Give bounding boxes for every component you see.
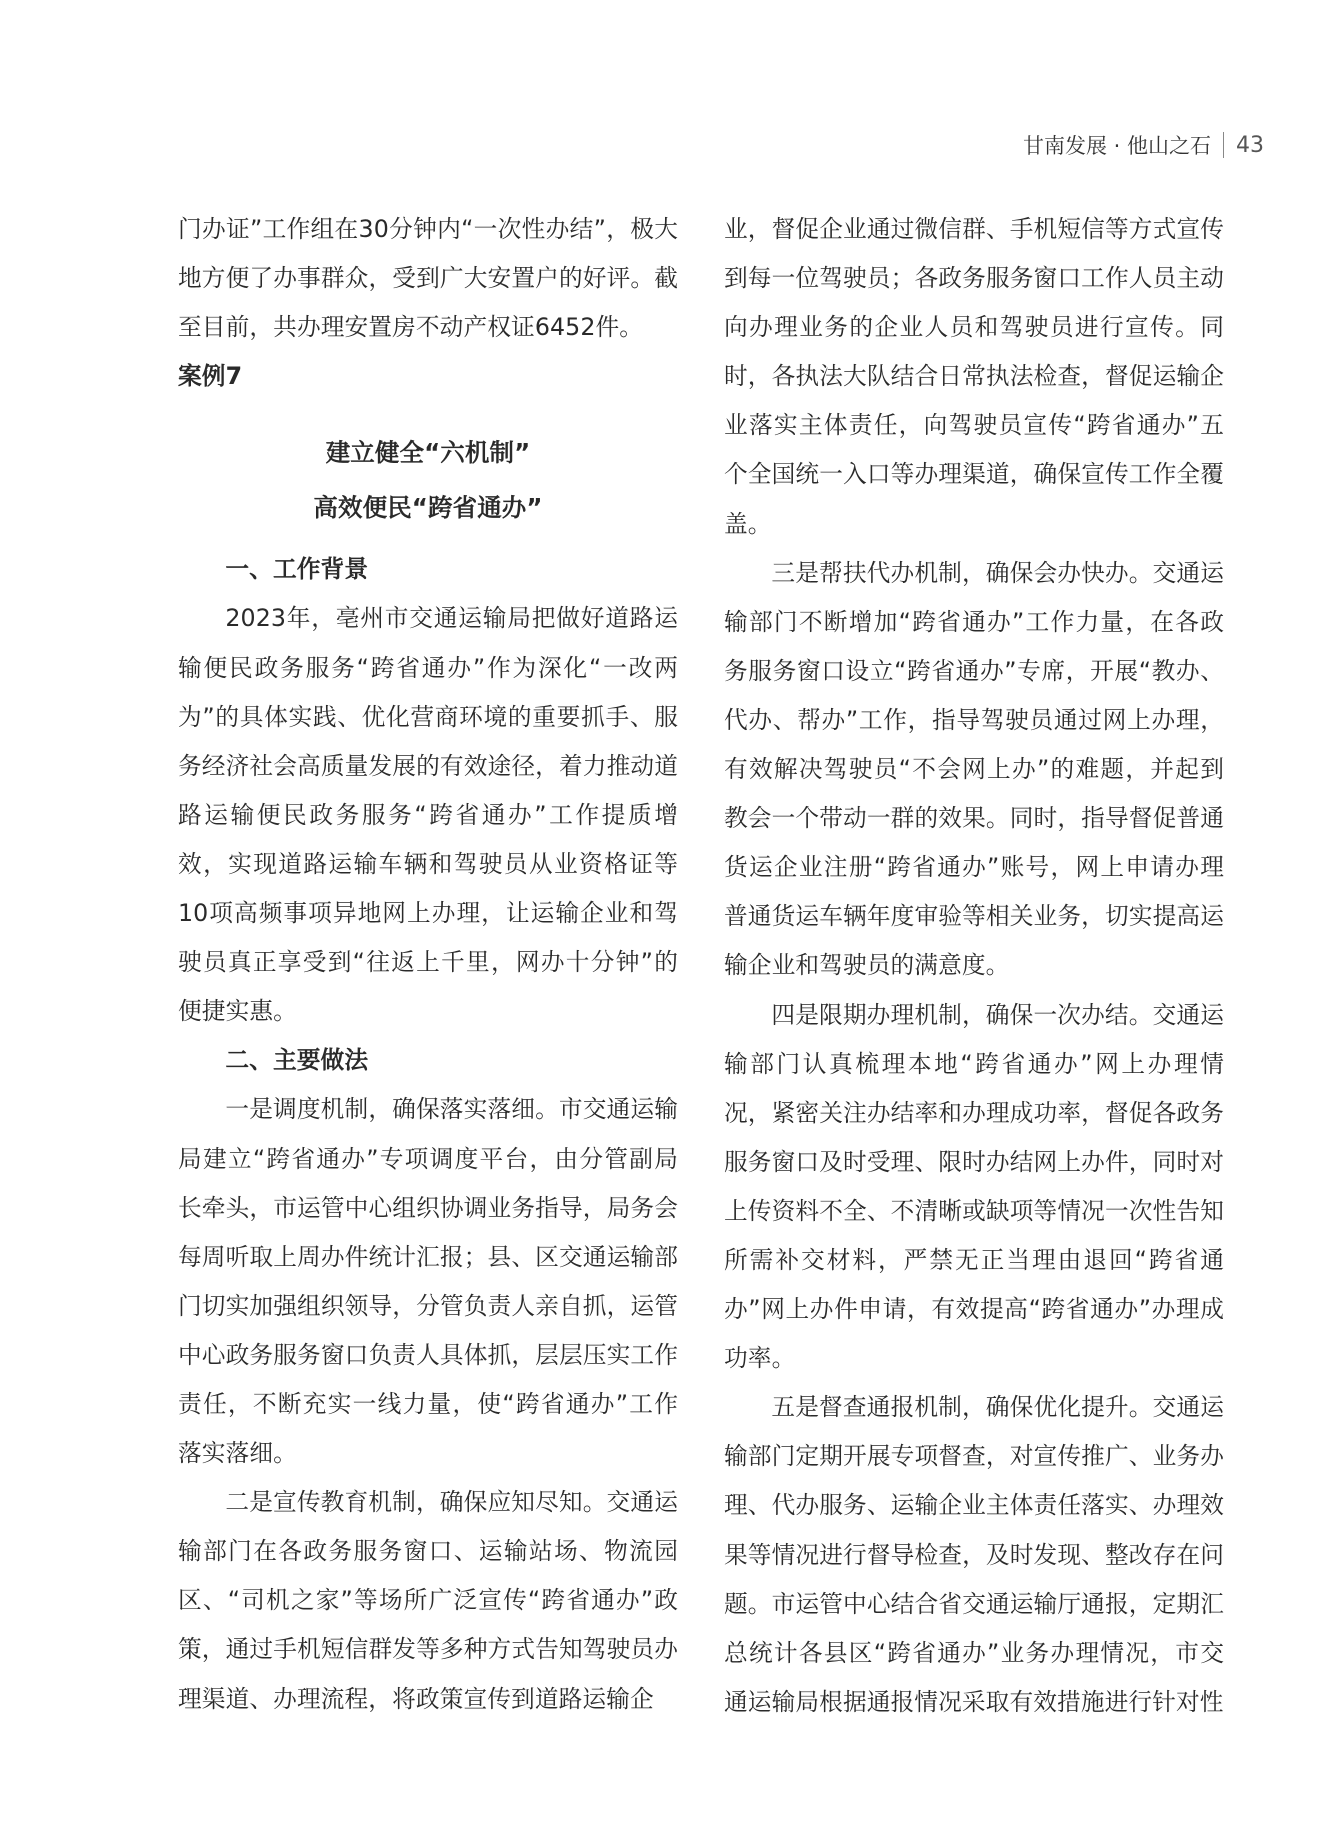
body-paragraph: 业，督促企业通过微信群、手机短信等方式宣传到每一位驾驶员；各政务服务窗口工作人员主动向办理业务的企业人员和驾驶员进行宣传。同时，各执法大队结合日常执法检查，督促运输企业落实主体责任，向驾驶员宣传“跨省通办”五个全国统一入口等办理渠道，确保宣传工作全覆盖。 [724, 215, 1224, 538]
body-paragraph: 四是限期办理机制，确保一次办结。交通运输部门认真梳理本地“跨省通办”网上办理情况，紧密关注办结率和办理成功率，督促各政务服务窗口及时受理、限时办结网上办件，同时对上传资料不全、不清晰或缺项等情况一次性告知所需补交材料，严禁无正当理由退回“跨省通办”网上办件申请，有效提高“跨省通办”办理成功率。 [724, 1000, 1224, 1373]
body-paragraph: 五是督查通报机制，确保优化提升。交通运输部门定期开展专项督查，对宣传推广、业务办理、代办服务、运输企业主体责任落实、办理效果等情况进行督导检查，及时发现、整改存在问题。市运管中心结合省交通运输厅通报，定期汇总统计各县区“跨省通办”业务办理情况，市交通运输局根据通报情况采取有效措施进行针对性 [724, 1393, 1224, 1716]
section-heading-background: 一、工作背景 [225, 555, 369, 584]
article-title [178, 425, 678, 535]
left-column [178, 205, 678, 1724]
body-paragraph: 二是宣传教育机制，确保应知尽知。交通运输部门在各政务服务窗口、运输站场、物流园区、“司机之家”等场所广泛宣传“跨省通办”政策，通过手机短信群发等多种方式告知驾驶员办理渠道、办理流程，将政策宣传到道路运输企 [178, 1488, 678, 1713]
right-column [724, 205, 1224, 1727]
body-paragraph: 一是调度机制，确保落实落细。市交通运输局建立“跨省通办”专项调度平台，由分管副局长牵头，市运管中心组织协调业务指导，局务会每周听取上周办件统计汇报；县、区交通运输部门切实加强组织领导，分管负责人亲自抓，运管中心政务服务窗口负责人具体抓，层层压实工作责任，不断充实一线力量，使“跨省通办”工作落实落细。 [178, 1095, 678, 1468]
article-title-line-2: 高效便民“跨省通办” [313, 493, 543, 523]
body-paragraph: 2023年，亳州市交通运输局把做好道路运输便民政务服务“跨省通办”作为深化“一改两为”的具体实践、优化营商环境的重要抓手、服务经济社会高质量发展的有效途径，着力推动道路运输便民政务服务“跨省通办”工作提质增效，实现道路运输车辆和驾驶员从业资格证等10项高频事项异地网上办理，让运输企业和驾驶员真正享受到“往返上千里，网办十分钟”的便捷实惠。 [178, 604, 678, 1026]
case-label: 案例7 [178, 362, 243, 391]
article-title-line-1: 建立健全“六机制” [325, 438, 531, 468]
intro-paragraph: 门办证”工作组在30分钟内“一次性办结”，极大地方便了办事群众，受到广大安置户的好评。截至目前，共办理安置房不动产权证6452件。 [178, 215, 678, 342]
section-heading-methods: 二、主要做法 [225, 1046, 369, 1075]
page-number: 43 [1236, 132, 1264, 158]
page-header [1023, 130, 1264, 160]
header-divider [1223, 132, 1224, 158]
section-title: 甘南发展 · 他山之石 [1022, 134, 1211, 158]
body-paragraph: 三是帮扶代办机制，确保会办快办。交通运输部门不断增加“跨省通办”工作力量，在各政务服务窗口设立“跨省通办”专席，开展“教办、代办、帮办”工作，指导驾驶员通过网上办理，有效解决驾驶员“不会网上办”的难题，并起到教会一个带动一群的效果。同时，指导督促普通货运企业注册“跨省通办”账号，网上申请办理普通货运车辆年度审验等相关业务，切实提高运输企业和驾驶员的满意度。 [724, 558, 1224, 980]
